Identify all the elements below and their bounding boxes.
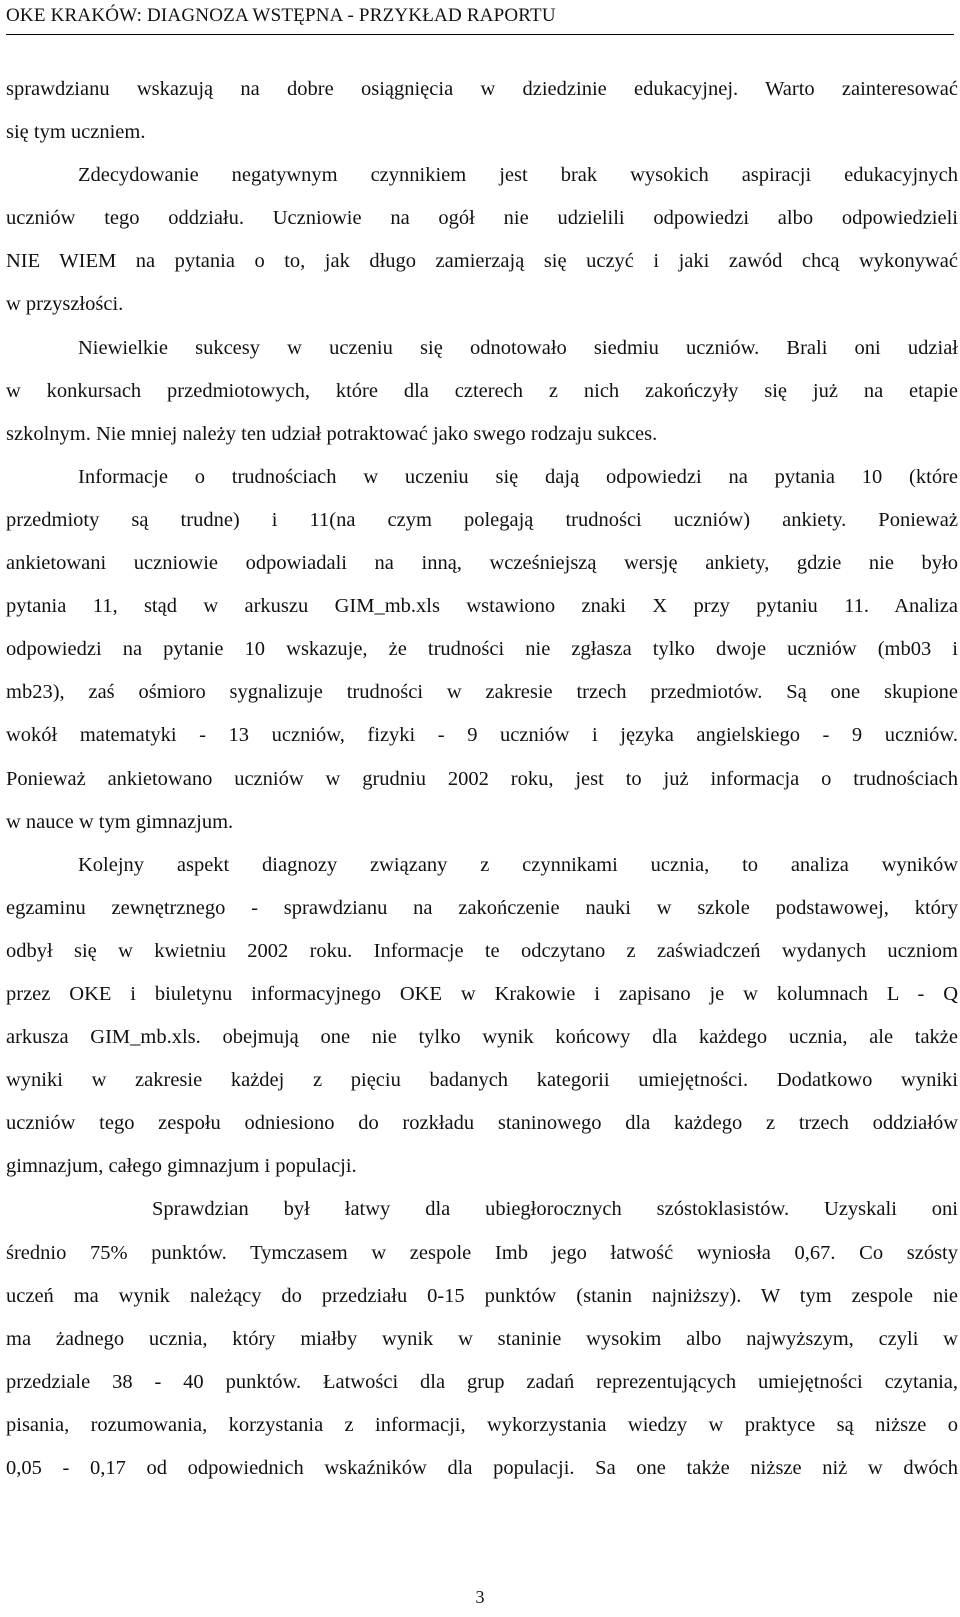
text-line: arkusza GIM_mb.xls. obejmują one nie tylko wynik końcowy dla każdego ucznia, ale także [6,1026,958,1049]
text-line: pisania, rozumowania, korzystania z informacji, wykorzystania wiedzy w praktyce są niższe o [6,1413,958,1436]
text-line: uczniów tego zespołu odniesiono do rozkładu staninowego dla każdego z trzech oddziałów [6,1112,958,1135]
header-title: OKE KRAKÓW: DIAGNOZA WSTĘPNA - PRZYKŁAD RAPORTU [6,5,556,26]
text-line: 0,05 - 0,17 od odpowiednich wskaźników dla populacji. Sa one także niższe niż w dwóch [6,1457,958,1479]
text-line: egzaminu zewnętrznego - sprawdzianu na zakończenie nauki w szkole podstawowej, który [6,896,958,919]
text-line: Informacje o trudnościach w uczeniu się dają odpowiedzi na pytania 10 (które [78,465,958,488]
text-line: sprawdzianu wskazują na dobre osiągnięcia w dziedzinie edukacyjnej. Warto zainteresować [6,78,958,100]
text-line: mb23), zaś ośmioro sygnalizuje trudności w zakresie trzech przedmiotów. Są one skupione [6,681,958,704]
text-line: w nauce w tym gimnazjum. [6,810,234,833]
text-line: przedmioty są trudne) i 11(na czym polegają trudności uczniów) ankiety. Ponieważ [6,508,958,531]
text-line: wyniki w zakresie każdej z pięciu badanych kategorii umiejętności. Dodatkowo wyniki [6,1069,958,1092]
text-line: ma żadnego ucznia, który miałby wynik w staninie wysokim albo najwyższym, czyli w [6,1327,958,1350]
text-line: Niewielkie sukcesy w uczeniu się odnotowało siedmiu uczniów. Brali oni udział [78,336,958,359]
document-body [6,68,958,1490]
text-line: przez OKE i biuletynu informacyjnego OKE w Krakowie i zapisano je w kolumnach L - Q [6,982,958,1005]
text-line: przedziale 38 - 40 punktów. Łatwości dla grup zadań reprezentujących umiejętności czytania, [6,1370,958,1393]
text-line: Sprawdzian był łatwy dla ubiegłorocznych szóstoklasistów. Uzyskali oni [152,1198,958,1221]
text-line: gimnazjum, całego gimnazjum i populacji. [6,1155,357,1178]
text-line: się tym uczniem. [6,121,146,144]
text-line: Zdecydowanie negatywnym czynnikiem jest brak wysokich aspiracji edukacyjnych [78,164,958,187]
text-line: NIE WIEM na pytania o to, jak długo zamierzają się uczyć i jaki zawód chcą wykonywać [6,250,958,273]
text-line: w przyszłości. [6,293,124,316]
text-line: pytania 11, stąd w arkuszu GIM_mb.xls wstawiono znaki X przy pytaniu 11. Analiza [6,595,958,618]
text-line: wokół matematyki - 13 uczniów, fizyki - 9 uczniów i języka angielskiego - 9 uczniów. [6,724,958,747]
text-line: w konkursach przedmiotowych, które dla czterech z nich zakończyły się już na etapie [6,379,958,402]
text-line: ankietowani uczniowie odpowiadali na inną, wcześniejszą wersję ankiety, gdzie nie było [6,552,958,575]
text-line: Kolejny aspekt diagnozy związany z czynnikami ucznia, to analiza wyników [78,853,958,876]
text-line: uczniów tego oddziału. Uczniowie na ogół nie udzielili odpowiedzi albo odpowiedzieli [6,207,958,230]
text-line: odbył się w kwietniu 2002 roku. Informacje te odczytano z zaświadczeń wydanych uczniom [6,939,958,962]
text-line: Ponieważ ankietowano uczniów w grudniu 2002 roku, jest to już informacja o trudnościach [6,767,958,790]
text-line: uczeń ma wynik należący do przedziału 0-15 punktów (stanin najniższy). W tym zespole nie [6,1284,958,1307]
text-line: odpowiedzi na pytanie 10 wskazuje, że trudności nie zgłasza tylko dwoje uczniów (mb03 i [6,638,958,661]
page-number: 3 [475,1587,485,1607]
text-line: średnio 75% punktów. Tymczasem w zespole Imb jego łatwość wyniosła 0,67. Co szósty [6,1241,958,1264]
text-line: szkolnym. Nie mniej należy ten udział potraktować jako swego rodzaju sukces. [6,422,658,445]
running-header [6,2,954,35]
